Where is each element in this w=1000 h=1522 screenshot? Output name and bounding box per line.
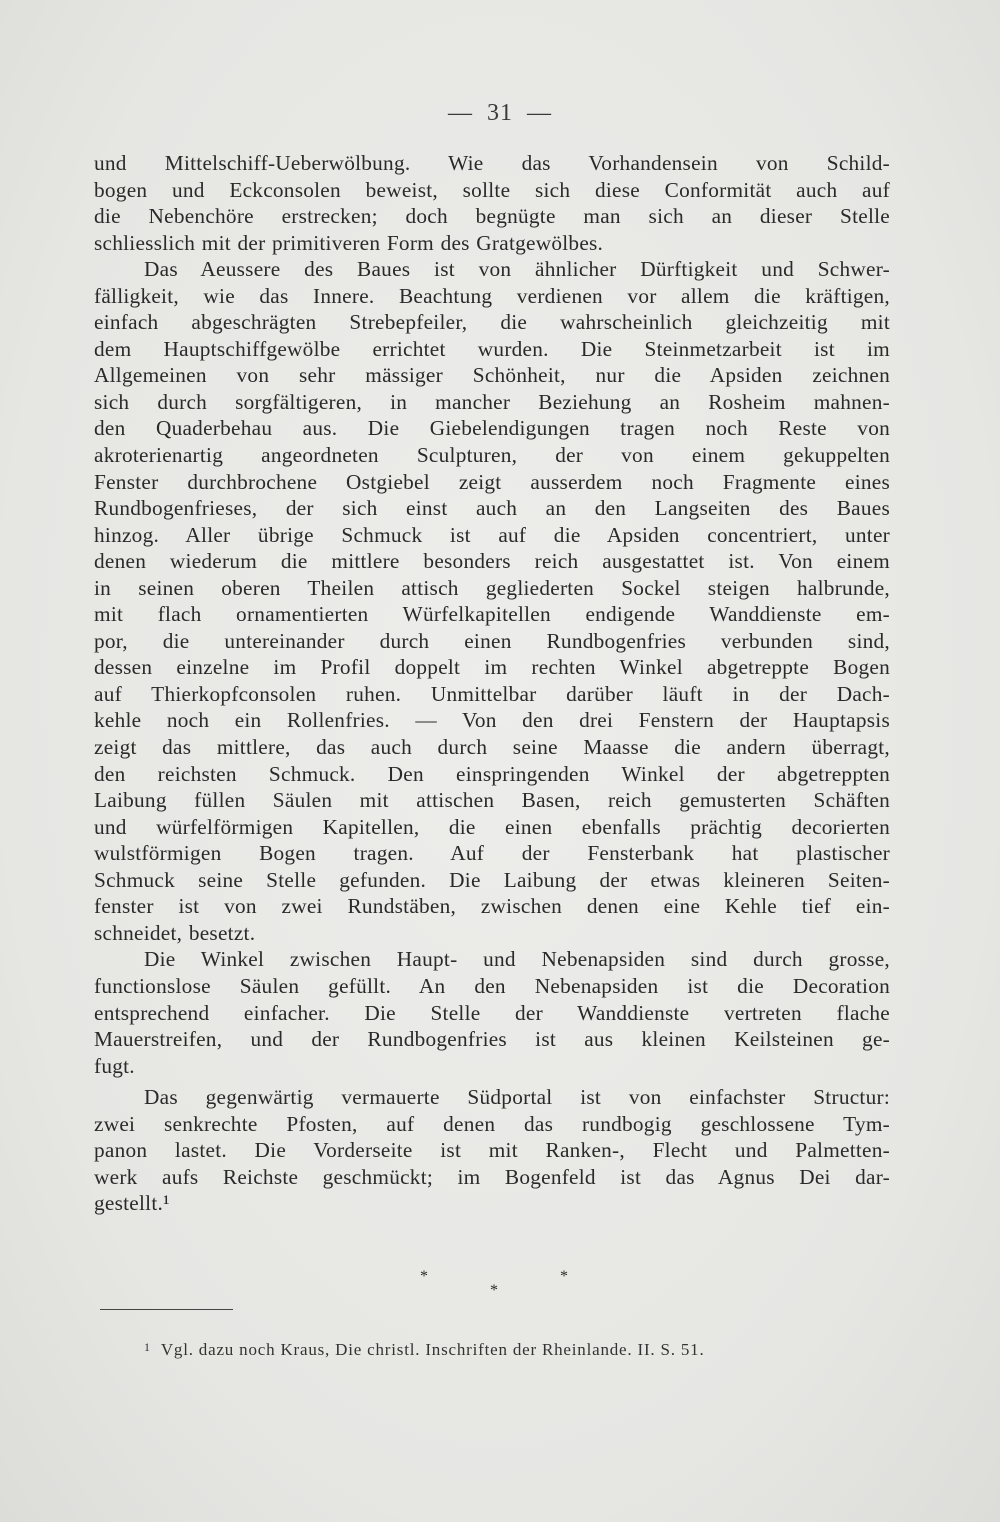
text-line: schneidet, besetzt. <box>94 920 256 945</box>
header-dash-right: — <box>527 100 552 126</box>
text-line: einfach abgeschrägten Strebepfeiler, die wahrscheinlich gleichzeitig mit <box>94 310 890 335</box>
text-line: akroterienartig angeordneten Sculpturen, der von einem gekuppelten <box>94 443 890 468</box>
text-line: zwei senkrechte Pfosten, auf denen das rundbogig geschlossene Tym- <box>94 1111 890 1136</box>
text-line: denen wiederum die mittlere besonders reich ausgestattet ist. Von einem <box>94 549 890 574</box>
text-line: Mauerstreifen, und der Rundbogenfries ist aus kleinen Keilsteinen ge- <box>94 1027 890 1052</box>
footnote-divider <box>100 1309 233 1310</box>
text-line: sich durch sorgfältigeren, in mancher Beziehung an Rosheim mahnen- <box>94 389 890 414</box>
text-line: in seinen oberen Theilen attisch gegliederten Sockel steigen halbrunde, <box>94 575 890 600</box>
page-header <box>0 100 1000 127</box>
footnote-marker: 1 <box>144 1340 151 1354</box>
text-line: den reichsten Schmuck. Den einspringenden Winkel der abgetreppten <box>94 761 890 786</box>
text-line: die Nebenchöre erstrecken; doch begnügte man sich an dieser Stelle <box>94 204 890 229</box>
text-line: functionslose Säulen gefüllt. An den Nebenapsiden ist die Decoration <box>94 973 890 998</box>
text-line: Die Winkel zwischen Haupt- und Nebenapsiden sind durch grosse, <box>144 947 890 972</box>
asterisk: * <box>420 1268 428 1285</box>
footnote <box>144 1340 705 1360</box>
text-line: wulstförmigen Bogen tragen. Auf der Fensterbank hat plastischer <box>94 841 890 866</box>
body-text <box>94 150 890 1217</box>
text-line: Allgemeinen von sehr mässiger Schönheit, nur die Apsiden zeichnen <box>94 363 890 388</box>
text-line: fenster ist von zwei Rundstäben, zwischen denen eine Kehle tief ein- <box>94 894 890 919</box>
text-line: schliesslich mit der primitiveren Form des Gratgewölbes. <box>94 230 604 255</box>
text-line: panon lastet. Die Vorderseite ist mit Ranken-, Flecht und Palmetten- <box>94 1138 890 1163</box>
text-line: Rundbogenfrieses, der sich einst auch an den Langseiten des Baues <box>94 496 890 521</box>
text-line: dem Hauptschiffgewölbe errichtet wurden. Die Steinmetzarbeit ist im <box>94 336 890 361</box>
text-line: entsprechend einfacher. Die Stelle der Wanddienste vertreten flache <box>94 1000 890 1025</box>
text-line: por, die untereinander durch einen Rundbogenfries verbunden sind, <box>94 628 890 653</box>
text-line: werk aufs Reichste geschmückt; im Bogenfeld ist das Agnus Dei dar- <box>94 1164 890 1189</box>
text-line: gestellt.¹ <box>94 1191 170 1216</box>
text-line: den Quaderbehau aus. Die Giebelendigungen tragen noch Reste von <box>94 416 890 441</box>
header-dash-left: — <box>448 100 473 126</box>
text-line: Schmuck seine Stelle gefunden. Die Laibung der etwas kleineren Seiten- <box>94 867 890 892</box>
footnote-text: Vgl. dazu noch Kraus, Die christl. Inschriften der Rheinlande. II. S. 51. <box>160 1340 705 1359</box>
text-line: Fenster durchbrochene Ostgiebel zeigt ausserdem noch Fragmente eines <box>94 469 890 494</box>
text-line: zeigt das mittlere, das auch durch seine Maasse die andern überragt, <box>94 735 890 760</box>
text-line: auf Thierkopfconsolen ruhen. Unmittelbar darüber läuft in der Dach- <box>94 681 890 706</box>
section-break-asterisks <box>0 1262 1000 1302</box>
asterisk: * <box>560 1268 568 1285</box>
text-line: kehle noch ein Rollenfries. — Von den drei Fenstern der Hauptapsis <box>94 708 890 733</box>
text-line: hinzog. Aller übrige Schmuck ist auf die Apsiden concentriert, unter <box>94 522 890 547</box>
text-line: fälligkeit, wie das Innere. Beachtung verdienen vor allem die kräftigen, <box>94 283 890 308</box>
text-line: und Mittelschiff-Ueberwölbung. Wie das Vorhandensein von Schild- <box>94 151 890 175</box>
page-number: 31 <box>487 100 513 126</box>
text-line: Das Aeussere des Baues ist von ähnlicher Dürftigkeit und Schwer- <box>144 257 890 282</box>
text-line: und würfelförmigen Kapitellen, die einen ebenfalls prächtig decorierten <box>94 814 890 839</box>
text-line: Das gegenwärtig vermauerte Südportal ist von einfachster Structur: <box>144 1085 890 1110</box>
text-line: dessen einzelne im Profil doppelt im rechten Winkel abgetreppte Bogen <box>94 655 890 680</box>
text-line: mit flach ornamentierten Würfelkapitellen endigende Wanddienste em- <box>94 602 890 627</box>
text-line: Laibung füllen Säulen mit attischen Basen, reich gemusterten Schäften <box>94 788 890 813</box>
text-line: fugt. <box>94 1053 135 1078</box>
text-line: bogen und Eckconsolen beweist, sollte sich diese Conformität auch auf <box>94 177 890 202</box>
asterisk: * <box>490 1282 498 1299</box>
